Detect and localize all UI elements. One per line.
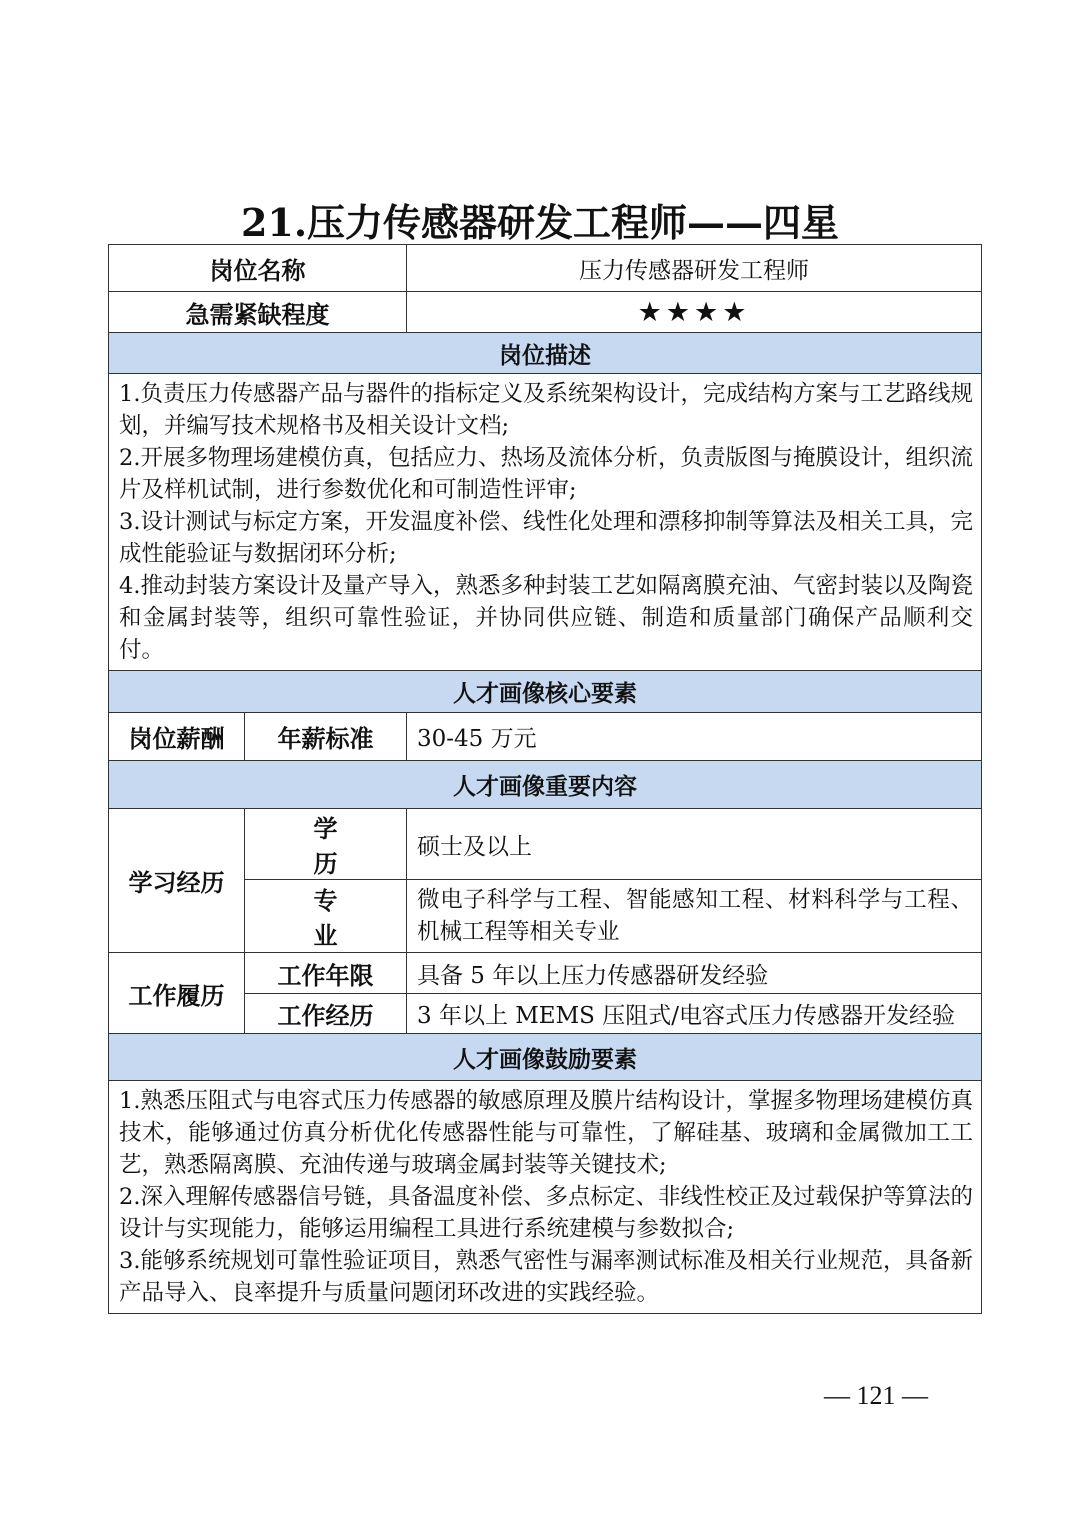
job-name-label: 岗位名称: [109, 245, 407, 292]
job-name-row: [109, 245, 982, 292]
description-item: 3.设计测试与标定方案，开发温度补偿、线性化处理和漂移抑制等算法及相关工具，完成性能验证与数据闭环分析;: [119, 509, 973, 567]
encourage-item: 2.深入理解传感器信号链，具备温度补偿、多点标定、非线性校正及过载保护等算法的设计与实现能力，能够运用编程工具进行系统建模与参数拟合;: [119, 1184, 973, 1242]
urgency-stars: ★★★★: [407, 292, 982, 333]
annual-salary-label: 年薪标准: [245, 713, 407, 761]
job-profile-table: [108, 244, 982, 1314]
degree-label: 学历: [245, 809, 407, 880]
years-label: 工作年限: [245, 953, 407, 994]
annual-salary-value: 30-45 万元: [407, 713, 982, 761]
description-item: 1.负责压力传感器产品与器件的指标定义及系统架构设计，完成结构方案与工艺路线规划，并编写技术规格书及相关设计文档;: [119, 381, 973, 439]
page-title: 21.压力传感器研发工程师——四星: [240, 200, 840, 245]
work-label: 工作履历: [109, 953, 245, 1034]
salary-label: 岗位薪酬: [109, 713, 245, 761]
encourage-item: 3.能够系统规划可靠性验证项目，熟悉气密性与漏率测试标准及相关行业规范，具备新产品导入、良率提升与质量问题闭环改进的实践经验。: [119, 1248, 973, 1306]
page-number: — 121 —: [824, 1381, 928, 1410]
description-item: 4.推动封装方案设计及量产导入，熟悉多种封装工艺如隔离膜充油、气密封装以及陶瓷和金属封装等，组织可靠性验证，并协同供应链、制造和质量部门确保产品顺利交付。: [119, 573, 973, 663]
years-value: 具备 5 年以上压力传感器研发经验: [407, 953, 982, 994]
description-body: [109, 374, 982, 671]
encourage-item: 1.熟悉压阻式与电容式压力传感器的敏感原理及膜片结构设计，掌握多物理场建模仿真技术，能够通过仿真分析优化传感器性能与可靠性，了解硅基、玻璃和金属微加工工艺，熟悉隔离膜、充油传递与玻璃金属封装等关键技术;: [119, 1088, 973, 1178]
salary-row: [109, 713, 982, 761]
encourage-header: 人才画像鼓励要素: [109, 1034, 982, 1081]
core-header: 人才画像核心要素: [109, 671, 982, 713]
page-footer: [0, 1381, 1080, 1411]
urgency-row: [109, 292, 982, 333]
experience-value: 3 年以上 MEMS 压阻式/电容式压力传感器开发经验: [407, 994, 982, 1034]
important-header: 人才画像重要内容: [109, 761, 982, 809]
years-row: [109, 953, 982, 994]
description-header: 岗位描述: [109, 333, 982, 374]
degree-value: 硕士及以上: [407, 809, 982, 880]
description-item: 2.开展多物理场建模仿真，包括应力、热场及流体分析，负责版图与掩膜设计，组织流片及样机试制，进行参数优化和可制造性评审;: [119, 445, 973, 503]
degree-row: [109, 809, 982, 880]
encourage-body: [109, 1081, 982, 1314]
job-name-value: 压力传感器研发工程师: [407, 245, 982, 292]
major-value: 微电子科学与工程、智能感知工程、材料科学与工程、机械工程等相关专业: [407, 880, 982, 953]
experience-label: 工作经历: [245, 994, 407, 1034]
major-label: 专业: [245, 880, 407, 953]
urgency-label: 急需紧缺程度: [109, 292, 407, 333]
education-label: 学习经历: [109, 809, 245, 953]
